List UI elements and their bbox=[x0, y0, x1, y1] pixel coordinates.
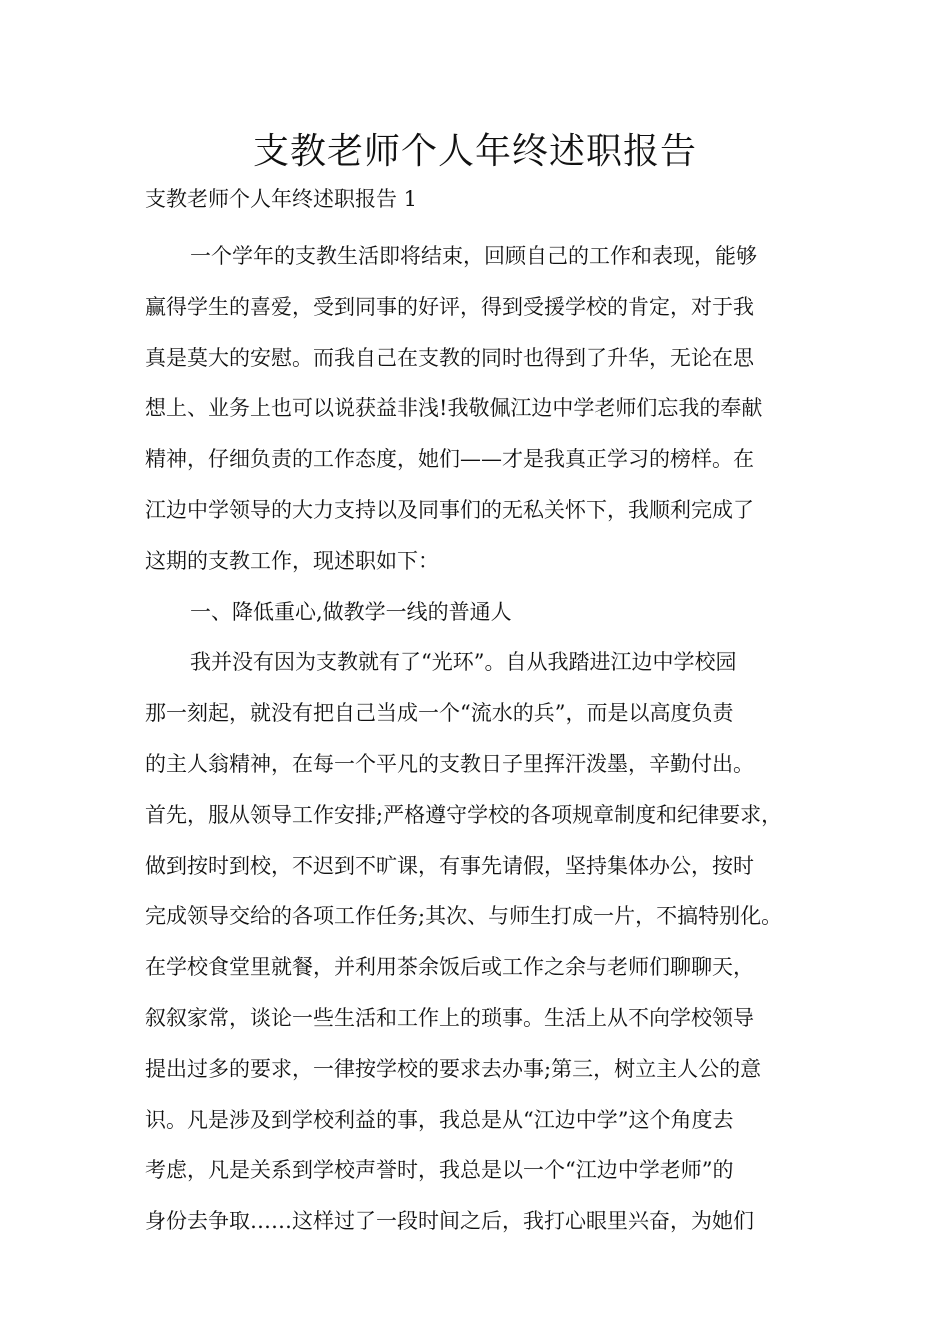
paragraph-line: 那一刻起，就没有把自己当成一个“流水的兵”，而是以高度负责 bbox=[145, 701, 734, 726]
paragraph-line: 首先，服从领导工作安排;严格遵守学校的各项规章制度和纪律要求， bbox=[145, 802, 783, 827]
paragraph-line: 赢得学生的喜爱，受到同事的好评，得到受援学校的肯定，对于我 bbox=[145, 294, 754, 319]
paragraph-line: 我并没有因为支教就有了“光环”。自从我踏进江边中学校园 bbox=[190, 650, 737, 675]
paragraph-line: 的主人翁精神，在每一个平凡的支教日子里挥汗泼墨，辛勤付出。 bbox=[145, 751, 754, 776]
document-body bbox=[145, 231, 825, 1247]
paragraph-line: 身份去争取……这样过了一段时间之后，我打心眼里兴奋，为她们 bbox=[145, 1209, 754, 1234]
paragraph-line: 提出过多的要求，一律按学校的要求去办事;第三，树立主人公的意 bbox=[145, 1056, 762, 1081]
paragraph-line: 想上、业务上也可以说获益非浅!我敬佩江边中学老师们忘我的奉献 bbox=[145, 396, 763, 421]
paragraph-line: 江边中学领导的大力支持以及同事们的无私关怀下，我顺利完成了 bbox=[145, 497, 754, 522]
section-heading: 一、降低重心,做教学一线的普通人 bbox=[190, 599, 512, 624]
document-title: 支教老师个人年终述职报告 bbox=[252, 131, 697, 172]
paragraph-line: 一个学年的支教生活即将结束，回顾自己的工作和表现，能够 bbox=[190, 244, 757, 268]
document-subtitle: 支教老师个人年终述职报告 1 bbox=[145, 187, 418, 211]
paragraph-line: 真是莫大的安慰。而我自己在支教的同时也得到了升华，无论在思 bbox=[145, 345, 754, 370]
paragraph-line: 这期的支教工作，现述职如下： bbox=[145, 548, 439, 573]
paragraph-line: 考虑，凡是关系到学校声誉时，我总是以一个“江边中学老师”的 bbox=[145, 1158, 734, 1183]
paragraph-line: 完成领导交给的各项工作任务;其次、与师生打成一片，不搞特别化。 bbox=[145, 904, 783, 929]
paragraph-line: 叙叙家常，谈论一些生活和工作上的琐事。生活上从不向学校领导 bbox=[145, 1005, 754, 1030]
paragraph-line: 识。凡是涉及到学校利益的事，我总是从“江边中学”这个角度去 bbox=[145, 1107, 734, 1132]
paragraph-line: 在学校食堂里就餐，并利用茶余饭后或工作之余与老师们聊聊天， bbox=[145, 955, 754, 980]
paragraph-line: 做到按时到校，不迟到不旷课，有事先请假，坚持集体办公，按时 bbox=[145, 853, 754, 878]
paragraph-line: 精神，仔细负责的工作态度，她们——才是我真正学习的榜样。在 bbox=[145, 447, 754, 472]
